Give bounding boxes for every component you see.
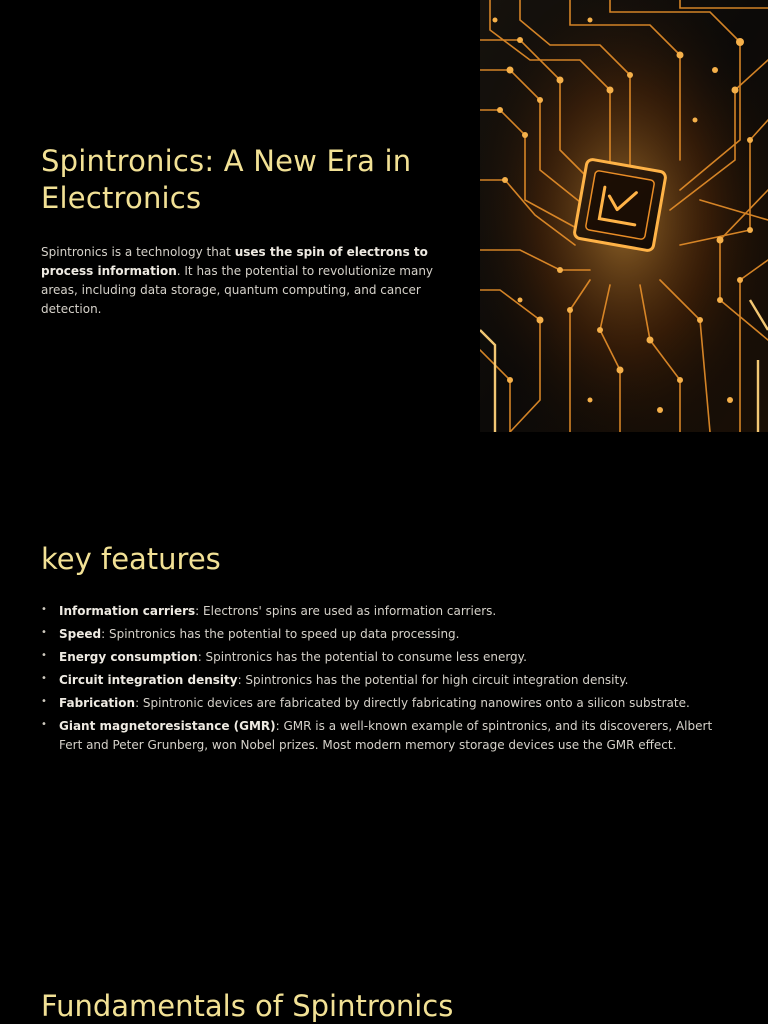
feature-term: Information carriers	[59, 604, 196, 618]
key-features-section	[41, 541, 731, 759]
feature-term: Giant magnetoresistance (GMR)	[59, 719, 276, 733]
page-title: Spintronics: A New Era in Electronics	[41, 144, 412, 215]
fundamentals-title: Fundamentals of Spintronics	[41, 989, 454, 1023]
bullet-icon: •	[41, 696, 47, 707]
hero-description-suffix: . It has the potential to revolutionize many areas, including data storage, quantum computing, and cancer detection.	[41, 264, 434, 316]
feature-text: : Spintronics has the potential to consume less energy.	[197, 650, 527, 664]
list-item	[41, 671, 731, 690]
feature-list	[41, 602, 731, 755]
list-item	[41, 648, 731, 667]
feature-text: : Spintronic devices are fabricated by directly fabricating nanowires onto a silicon substrate.	[135, 696, 690, 710]
feature-term: Energy consumption	[59, 650, 198, 664]
hero-text-block	[41, 143, 441, 319]
list-item	[41, 717, 731, 755]
bullet-icon: •	[41, 719, 47, 730]
feature-text: : Spintronics has the potential for high circuit integration density.	[237, 673, 629, 687]
list-item	[41, 625, 731, 644]
hero-section	[0, 0, 768, 432]
list-item	[41, 694, 731, 713]
fundamentals-section	[41, 988, 731, 1024]
bullet-icon: •	[41, 627, 47, 638]
hero-description-prefix: Spintronics is a technology that	[41, 245, 235, 259]
feature-text: : Spintronics has the potential to speed up data processing.	[101, 627, 460, 641]
bullet-icon: •	[41, 604, 47, 615]
bullet-icon: •	[41, 673, 47, 684]
list-item	[41, 602, 731, 621]
key-features-title: key features	[41, 542, 221, 576]
feature-text: : Electrons' spins are used as information carriers.	[195, 604, 497, 618]
feature-term: Fabrication	[59, 696, 136, 710]
feature-term: Speed	[59, 627, 102, 641]
hero-description-bold: uses the spin of electrons to process information	[41, 245, 428, 278]
feature-text: : GMR is a well-known example of spintronics, and its discoverers, Albert Fert and Peter Grunberg, won Nobel prizes. Most modern memory storage devices use the GMR effect.	[59, 719, 713, 752]
feature-term: Circuit integration density	[59, 673, 238, 687]
bullet-icon: •	[41, 650, 47, 661]
hero-description	[41, 243, 436, 319]
circuit-chip-image	[480, 0, 768, 432]
